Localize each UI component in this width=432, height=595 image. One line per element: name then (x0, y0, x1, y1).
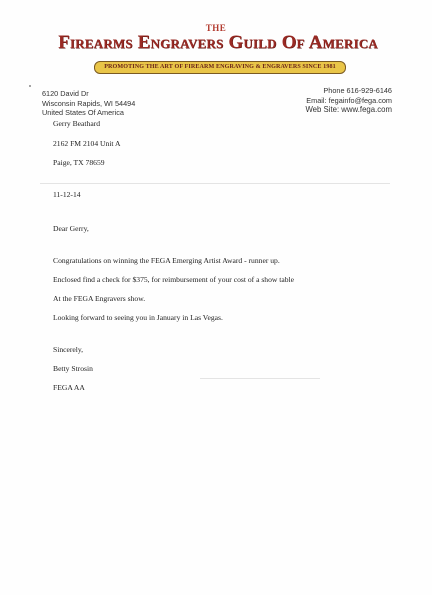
letterhead-tagline: PROMOTING THE ART OF FIREARM ENGRAVING & ENGRAVERS SINCE 1981 (94, 61, 346, 74)
sender-phone: Phone 616-929-6146 (323, 86, 392, 95)
body-paragraph: Enclosed find a check for $375, for reimbursement of your cost of a show table (53, 275, 295, 284)
recipient-city: Paige, TX 78659 (53, 158, 105, 167)
sender-country: United States Of America (42, 108, 124, 118)
scan-artifact (40, 183, 390, 184)
letter-date: 11-12-14 (53, 190, 81, 199)
sender-street: 6120 David Dr (42, 89, 89, 98)
sender-address (42, 89, 135, 118)
scan-dot (29, 85, 31, 87)
closing-title: FEGA AA (53, 383, 85, 392)
body-paragraph: At the FEGA Engravers show. (53, 294, 146, 303)
letterhead-title: Firearms Engravers Guild Of America (58, 32, 378, 53)
letterhead-the: THE (205, 23, 227, 33)
recipient-name: Gerry Beathard (53, 119, 101, 128)
scan-artifact (200, 378, 320, 379)
sender-city: Wisconsin Rapids, WI 54494 (42, 98, 136, 108)
sender-contact (305, 86, 392, 115)
recipient-street: 2162 FM 2104 Unit A (53, 139, 121, 148)
closing-name: Betty Strosin (53, 364, 93, 373)
sender-email: Email: fegainfo@fega.com (306, 95, 392, 105)
salutation: Dear Gerry, (53, 224, 89, 233)
closing-sign-off: Sincerely, (53, 345, 84, 354)
body-paragraph: Congratulations on winning the FEGA Emerging Artist Award - runner up. (53, 256, 280, 265)
body-paragraph: Looking forward to seeing you in January in Las Vegas. (53, 313, 223, 322)
sender-web: Web Site: www.fega.com (305, 105, 392, 115)
